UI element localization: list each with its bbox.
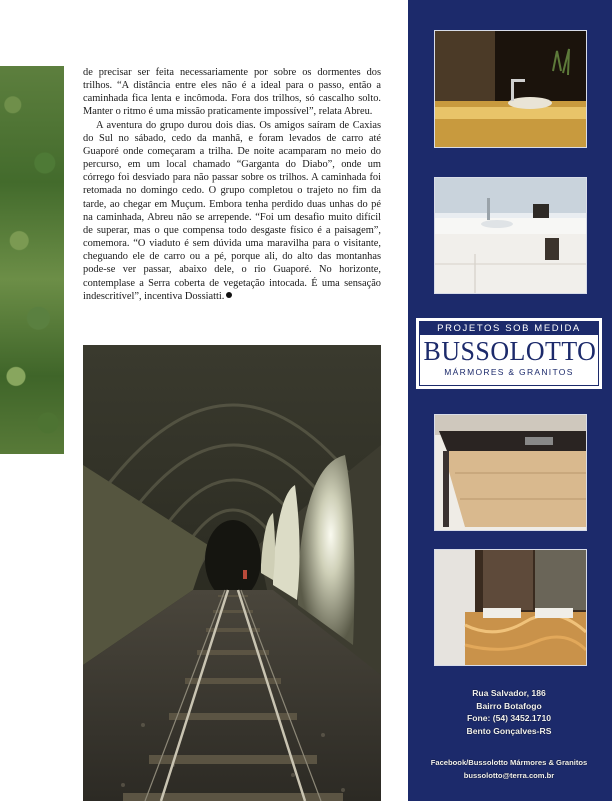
ad-facebook-link[interactable]: Facebook/Bussolotto Mármores & Granitos: [430, 758, 588, 767]
ad-city: Bento Gonçalves-RS: [466, 725, 552, 736]
ad-photo-onyx-vanity: [434, 549, 587, 666]
end-mark-icon: [226, 292, 232, 298]
ad-photo-kitchen-island: [434, 414, 587, 531]
ad-address-district: Bairro Botafogo: [476, 700, 542, 711]
ad-email-link[interactable]: bussolotto@terra.com.br: [463, 770, 555, 780]
ad-phone: Fone: (54) 3452.1710: [466, 713, 552, 724]
logo-tagline-bottom: MÁRMORES & GRANITOS: [444, 367, 574, 377]
ad-photo-white-vanity: [434, 177, 587, 294]
ad-address-block: [416, 687, 602, 737]
ad-address-street: Rua Salvador, 186: [472, 688, 546, 698]
article-paragraph-2-text: A aventura do grupo durou dois dias. Os amigos saíram de Caxias do Sul no sábado, cedo da manhã, e foram levados de carro até Guaporé onde começaram a trilha. De noite acamparam no meio do percurso, em um local chamado “Garganta do Diabo”, onde um córrego foi desviado para não passar sobre os trilhos. A caminhada foi retomada no domingo cedo. O grupo completou o trajeto no fim da tarde, ao chegar em Muçum. Embora tenha perdido duas unhas do pé na caminhada, Abreu não se arrepende. “Foi um desafio muito difícil de superar, mas o que compensa todo desgaste físico é a paisagem”, comemora. “O viaduto é sem dúvida uma maravilha para o visitante, cheguando ele de carro ou a pé, porque ali, do alto das montanhas pode-se ver passar, abaixo dele, o rio Guaporé. No horizonte, contemplase a Serra coberta de vegetação intocada. É uma sensação indescritível”, incentiva Dossiatti.: [83, 119, 381, 302]
logo-tagline-top: PROJETOS SOB MEDIDA: [420, 322, 598, 335]
article-text: [83, 66, 381, 303]
ad-photo-bathroom-sink: [434, 30, 587, 148]
bussolotto-logo: [416, 318, 602, 389]
tunnel-photo: [83, 345, 381, 801]
forest-photo: [0, 66, 64, 454]
article-paragraph-1: de precisar ser feita necessariamente por sobre os dormentes dos trilhos. “A distância entre eles não é a ideal para o passo, então a caminhada fica lenta e incômoda. Fora dos trilhos, só cascalho solto. Manter o ritmo é uma missão praticamente impossível”, relata Abreu.: [83, 67, 381, 118]
logo-brand-name: BUSSOLOTTO: [423, 336, 597, 366]
ad-web-block: [416, 757, 602, 782]
article-paragraph-2: [83, 119, 381, 303]
